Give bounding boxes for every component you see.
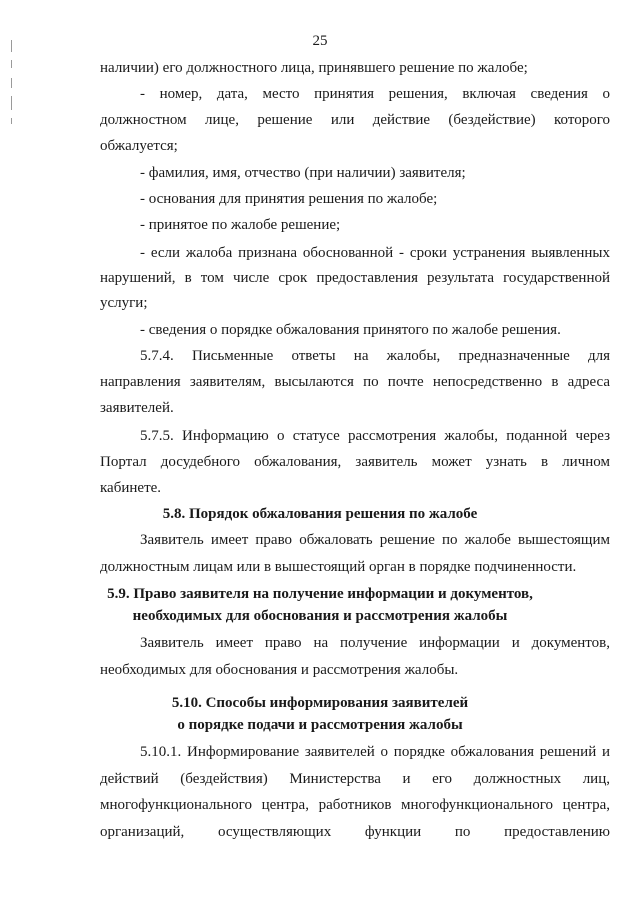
scan-margin-mark xyxy=(11,96,12,110)
text-line: кабинете. xyxy=(100,480,162,496)
text-line: направления заявителям, высылаются по почте непосредственно в адреса xyxy=(100,374,610,390)
text-line: - фамилия, имя, отчество (при наличии) заявителя; xyxy=(140,165,466,181)
scan-margin-mark xyxy=(11,78,12,88)
text-line: Заявитель имеет право обжаловать решение по жалобе вышестоящим xyxy=(140,532,610,548)
section-heading-5-8: 5.8. Порядок обжалования решения по жалобе xyxy=(162,506,478,522)
text-line: - если жалоба признана обоснованной - сроки устранения выявленных xyxy=(140,245,610,261)
text-line: Заявитель имеет право на получение информации и документов, xyxy=(140,635,610,651)
text-line: действий (бездействия) Министерства и его должностных лиц, xyxy=(100,771,610,787)
text-line: организаций, осуществляющих функции по предоставлению xyxy=(100,824,610,840)
text-line: 5.10.1. Информирование заявителей о порядке обжалования решений и xyxy=(140,744,610,760)
text-line: нарушений, в том числе срок предоставления результата государственной xyxy=(100,270,610,286)
text-line: необходимых для обоснования и рассмотрения жалобы. xyxy=(100,662,459,678)
text-line: обжалуется; xyxy=(100,138,178,154)
text-line: - основания для принятия решения по жалобе; xyxy=(140,191,438,207)
section-heading-5-10-line2: о порядке подачи и рассмотрения жалобы xyxy=(177,717,463,733)
text-line: наличии) его должностного лица, принявшего решение по жалобе; xyxy=(100,60,528,76)
section-heading-5-9-line2: необходимых для обоснования и рассмотрения жалобы xyxy=(132,608,508,624)
page-number: 25 xyxy=(312,33,328,49)
scan-margin-mark xyxy=(11,118,12,124)
text-line: заявителей. xyxy=(100,400,174,416)
text-line: Портал досудебного обжалования, заявитель может узнать в личном xyxy=(100,454,610,470)
section-heading-5-10-line1: 5.10. Способы информирования заявителей xyxy=(171,695,469,711)
text-line: - номер, дата, место принятия решения, включая сведения о xyxy=(140,86,610,102)
text-line: должностным лицам или в вышестоящий орган в порядке подчиненности. xyxy=(100,559,577,575)
text-line: должностном лице, решение или действие (бездействие) которого xyxy=(100,112,610,128)
section-heading-5-9-line1: 5.9. Право заявителя на получение информации и документов, xyxy=(107,586,533,602)
scan-margin-mark xyxy=(11,60,12,68)
text-line: услуги; xyxy=(100,295,148,311)
text-line: - принятое по жалобе решение; xyxy=(140,217,341,233)
text-line: - сведения о порядке обжалования принятого по жалобе решения. xyxy=(140,322,561,338)
text-line: 5.7.5. Информацию о статусе рассмотрения жалобы, поданной через xyxy=(140,428,610,444)
text-line: 5.7.4. Письменные ответы на жалобы, предназначенные для xyxy=(140,348,610,364)
text-line: многофункционального центра, работников многофункционального центра, xyxy=(100,797,610,813)
